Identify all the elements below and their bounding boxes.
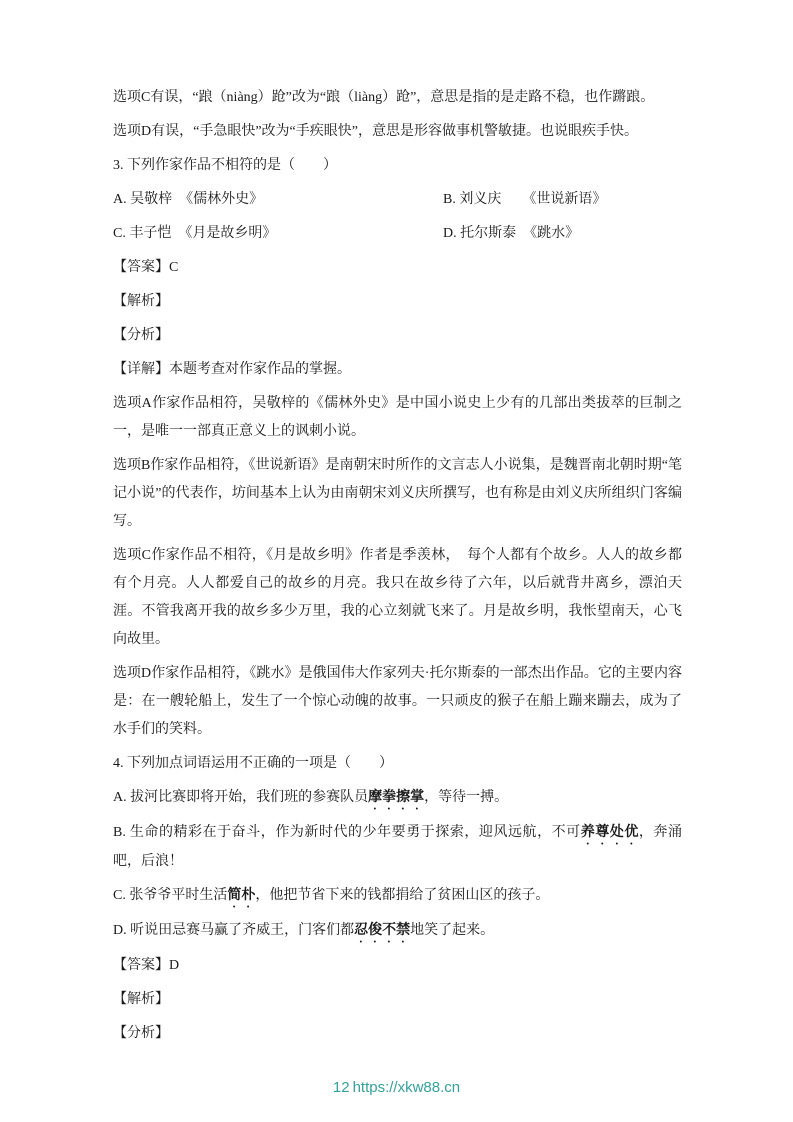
- paragraph: [113, 542, 682, 654]
- text-segment: 选项A作家作品相符，吴敬梓的《儒林外史》是中国小说史上少有的几部出类拔萃的巨制之一，是唯一一部真正意义上的讽刺小说。: [113, 396, 682, 439]
- emphasized-term: 摩拳擦掌: [368, 790, 425, 805]
- text-segment: 【答案】D: [113, 958, 180, 973]
- text-segment: ，他把节省下来的钱都捐给了贫困山区的孩子。: [255, 888, 550, 903]
- option: A. 吴敬梓 《儒林外史》: [113, 192, 264, 207]
- option: D. 托尔斯泰 《跳水》: [443, 226, 580, 241]
- option: B. 刘义庆 《世说新语》: [443, 192, 607, 207]
- paragraph: [113, 917, 682, 946]
- emphasized-term: 忍俊不禁: [354, 923, 411, 938]
- paragraph: [113, 322, 682, 350]
- text-segment: 选项D有误，“手急眼快”改为“手疾眼快”，意思是形容做事机警敏捷。也说眼疾手快。: [113, 124, 638, 139]
- text-segment: 【答案】C: [113, 260, 179, 275]
- paragraph: [113, 784, 682, 813]
- text-segment: 4. 下列加点词语运用不正确的一项是（ ）: [113, 756, 393, 771]
- paragraph: [113, 986, 682, 1014]
- emphasized-term: 养尊处优: [580, 825, 639, 840]
- text-segment: C. 张爷爷平时生活: [113, 888, 228, 903]
- paragraph: [113, 952, 682, 980]
- paragraph: [113, 390, 682, 446]
- text-segment: 3. 下列作家作品不相符的是（ ）: [113, 158, 337, 173]
- options-row: [113, 186, 682, 214]
- paragraph: [113, 452, 682, 536]
- paragraph: [113, 152, 682, 180]
- option: C. 丰子恺 《月是故乡明》: [113, 226, 277, 241]
- text-segment: B. 生命的精彩在于奋斗，作为新时代的少年要勇于探索，迎风远航，不可: [113, 825, 581, 840]
- text-segment: 选项C有误，“踉（niàng）跄”改为“踉（liàng）跄”，意思是指的是走路不稳，也作蹡踉。: [113, 90, 655, 105]
- page-number: 12: [332, 1079, 350, 1096]
- text-segment: 选项C作家作品不相符，《月是故乡明》作者是季羡林， 每个人都有个故乡。人人的故乡都有个月亮。人人都爱自己的故乡的月亮。我只在故乡待了六年，以后就背井离乡，漂泊天涯。不管我离开我的故乡多少万里，我的心立刻就飞来了。月是故乡明，我怅望南天，心飞向故里。: [113, 548, 682, 647]
- paragraph: [113, 819, 682, 876]
- text-segment: 【分析】: [113, 328, 169, 343]
- page-footer: [0, 1079, 793, 1096]
- emphasized-term: 简朴: [227, 888, 256, 903]
- paragraph: [113, 356, 682, 384]
- paragraph: [113, 288, 682, 316]
- paragraph: [113, 118, 682, 146]
- paragraph: [113, 750, 682, 778]
- paragraph: [113, 882, 682, 911]
- text-segment: 地笑了起来。: [410, 923, 495, 938]
- paragraph: [113, 1020, 682, 1048]
- text-segment: 选项D作家作品相符，《跳水》是俄国伟大作家列夫·托尔斯泰的一部杰出作品。它的主要内容是：在一艘轮船上，发生了一个惊心动魄的故事。一只顽皮的猴子在船上蹦来蹦去，成为了水手们的笑料。: [113, 666, 682, 737]
- footer-url-link[interactable]: https://xkw88.cn: [352, 1079, 461, 1096]
- text-segment: 【解析】: [113, 992, 169, 1007]
- text-segment: ，奔涌吧，后浪！: [113, 825, 683, 869]
- text-segment: 选项B作家作品相符，《世说新语》是南朝宋时所作的文言志人小说集，是魏晋南北朝时期“笔记小说”的代表作，坊间基本上认为由南朝宋刘义庆所撰写，也有称是由刘义庆所组织门客编写。: [113, 458, 682, 529]
- text-segment: 【详解】本题考查对作家作品的掌握。: [113, 362, 351, 377]
- text-segment: ，等待一搏。: [424, 790, 509, 805]
- text-segment: 【解析】: [113, 294, 169, 309]
- text-segment: 【分析】: [113, 1026, 169, 1041]
- options-row: [113, 220, 682, 248]
- paragraph: [113, 254, 682, 282]
- paragraph: [113, 660, 682, 744]
- paragraph: [113, 84, 682, 112]
- text-segment: A. 拔河比赛即将开始，我们班的参赛队员: [113, 790, 369, 805]
- text-segment: D. 听说田忌赛马赢了齐威王，门客们都: [113, 923, 355, 938]
